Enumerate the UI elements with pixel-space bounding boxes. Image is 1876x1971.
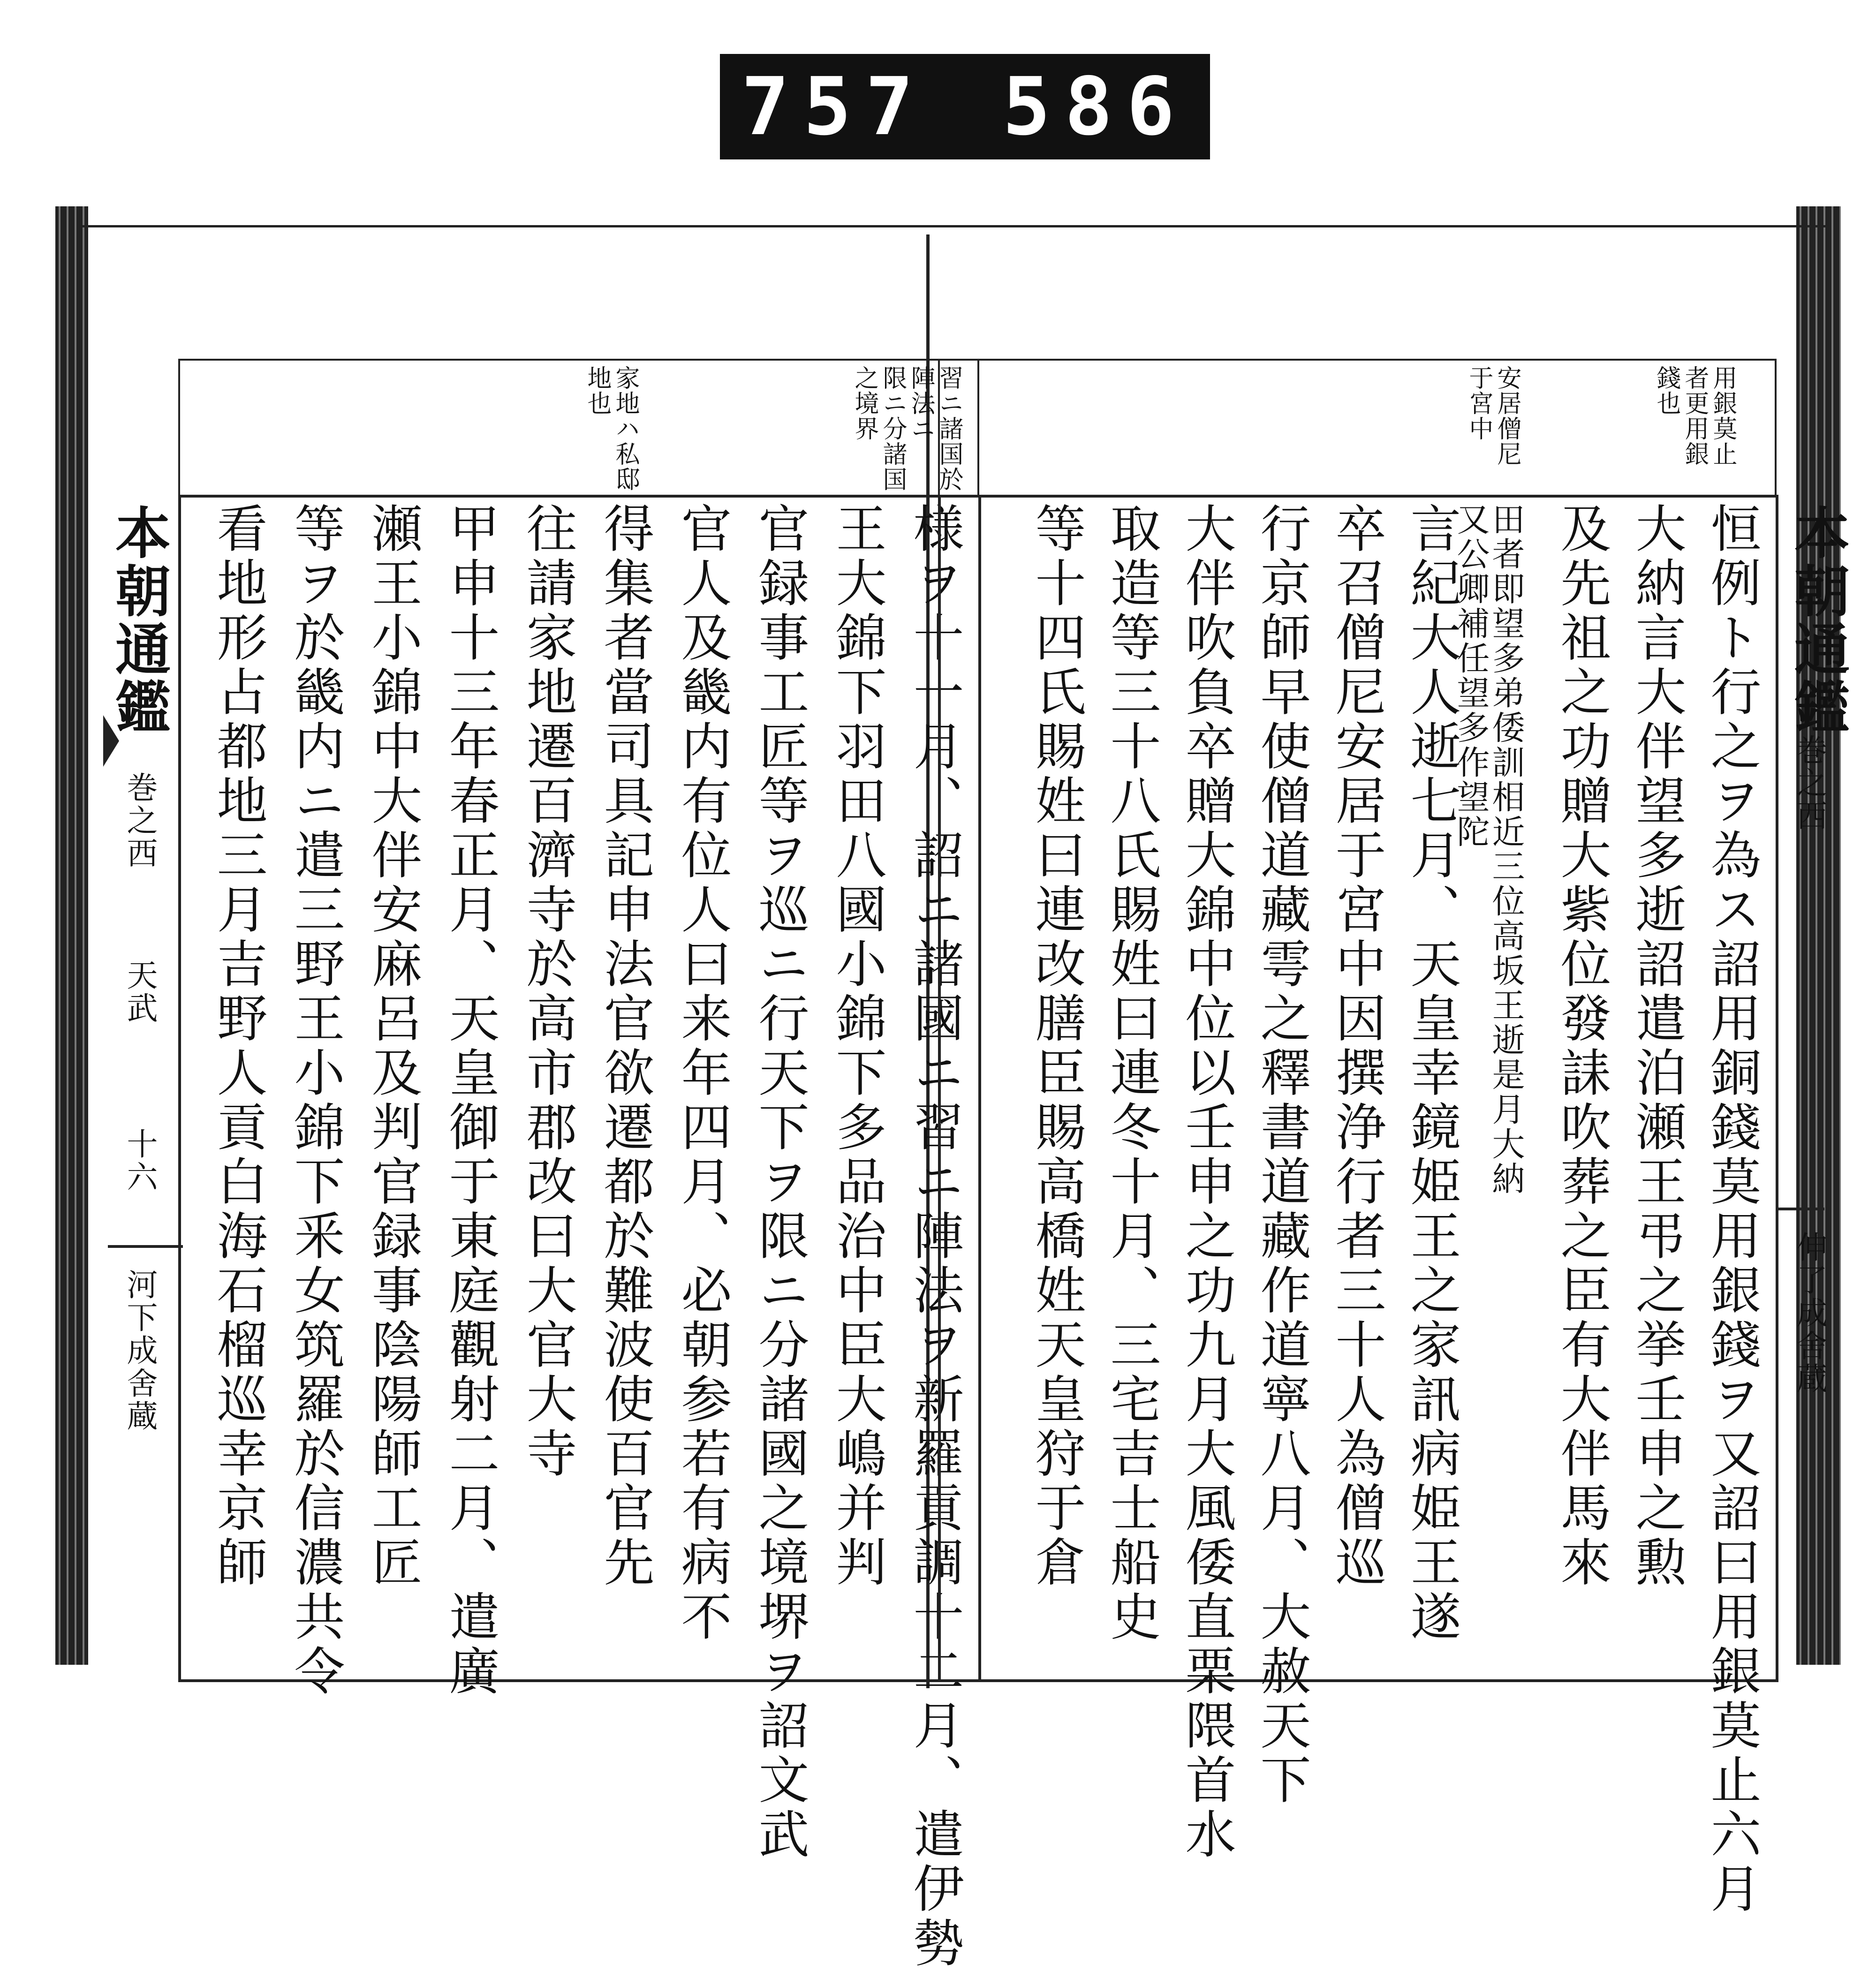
left-margin-rule	[108, 1245, 183, 1248]
left-main-col-4: 官人及畿内有位人曰来年四月、必朝参若有病不	[673, 502, 731, 1645]
right-margin-rule	[1778, 1208, 1824, 1210]
catalogue-number-right: 586	[1002, 60, 1189, 153]
right-main-col-3: 及先祖之功贈大紫位發誄吹葬之臣有大伴馬來	[1552, 502, 1611, 1590]
left-main-col-1: 様ヲ十一月、詔ニ諸國ニ習ニ陣法ヲ新羅貢調十二月、遣伊勢	[905, 502, 963, 1971]
right-main-col-9: 大伴吹負卒贈大錦中位以壬申之功九月大風倭直栗隈首水	[1177, 502, 1235, 1862]
right-gloss-col-1: 用銀莫止	[1709, 365, 1737, 467]
left-margin-volume: 巻之西	[121, 771, 158, 870]
right-main-col-10: 取造等三十八氏賜姓曰連冬十月、三宅吉士船史	[1102, 502, 1160, 1645]
left-gloss-col-3: 限ニ分諸国	[878, 365, 907, 492]
right-main-col-8: 行京師早使僧道藏雩之釋書道藏作道寧八月、大赦天下	[1252, 502, 1310, 1808]
left-gloss-col-6: 地也	[583, 365, 611, 416]
right-page	[938, 227, 1850, 1917]
left-margin-publisher: 河下成舍蔵	[121, 1269, 158, 1433]
right-main-text-frame	[938, 495, 1778, 1917]
right-gloss-col-3: 錢也	[1652, 365, 1680, 416]
left-gloss-col-1: 習ニ諸国於	[935, 365, 963, 492]
right-main-col-2: 大納言大伴望多逝詔遣泊瀬王弔之挙壬申之勲	[1627, 502, 1686, 1590]
left-main-col-2: 王大錦下羽田八國小錦下多品治中臣大嶋并判	[827, 502, 886, 1590]
left-margin-page-number: 十六	[121, 1128, 158, 1193]
right-main-col-11: 等十四氏賜姓曰連改膳臣賜高橋姓天皇狩于倉	[1027, 502, 1085, 1590]
right-headnote-box	[938, 359, 1777, 497]
right-margin-title: 本朝通鑑	[1785, 504, 1850, 737]
left-main-col-7: 甲申十三年春正月、天皇御于東庭觀射二月、遣廣	[440, 502, 499, 1699]
right-main-col-6: 言紀大人逝七月、天皇幸鏡姫王之家訊病姫王遂	[1402, 502, 1460, 1645]
right-main-col-1: 恒例ト行之ヲ為ス詔用銅錢莫用銀錢ヲ又詔曰用銀莫止六月	[1702, 502, 1761, 1917]
right-margin-author: 伸了成舍蔵	[1791, 1231, 1827, 1395]
right-main-col-5: 又公卿補任望多作望陀	[1452, 502, 1490, 849]
left-page	[103, 227, 980, 1971]
right-margin-volume: 巻之西	[1791, 734, 1827, 832]
right-gloss-col-4: 安居僧尼	[1493, 365, 1521, 467]
catalogue-number-label	[720, 54, 1210, 159]
right-main-col-4: 田者即望多弟倭訓相近三位高坂王逝是月大納	[1487, 502, 1525, 1196]
catalogue-number-left: 757	[741, 60, 928, 153]
left-main-col-3: 官録事工匠等ヲ巡ニ行天下ヲ限ニ分諸國之境堺ヲ詔文武	[750, 502, 809, 1862]
left-main-col-8: 瀬王小錦中大伴安麻呂及判官録事陰陽師工匠	[363, 502, 422, 1590]
right-gloss-col-2: 者更用銀	[1680, 365, 1709, 467]
left-main-text-frame	[178, 495, 981, 1971]
right-gloss-col-5: 于宮中	[1465, 365, 1493, 441]
left-headnote-box	[178, 359, 979, 497]
left-margin-title: 本朝通鑑	[106, 504, 171, 737]
left-main-col-9: 等ヲ於畿内ニ遣三野王小錦下釆女筑羅於信濃共令	[286, 502, 344, 1699]
left-main-col-5: 得集者當司具記申法官欲遷都於難波使百官先	[595, 502, 654, 1590]
left-margin-reign: 天武	[121, 959, 158, 1025]
left-main-col-10: 看地形占都地三月吉野人貢白海石榴巡幸京師	[208, 502, 267, 1590]
left-main-col-6: 往請家地遷百濟寺於高市郡改曰大官大寺	[518, 502, 576, 1481]
book-spread	[80, 225, 1850, 1971]
right-main-col-7: 卒召僧尼安居于宮中因撰浄行者三十人為僧巡	[1327, 502, 1385, 1590]
left-gloss-col-2: 陣法ニ	[907, 365, 935, 441]
left-gloss-col-5: 家地ハ私邸	[611, 365, 639, 492]
left-gloss-col-4: 之境界	[850, 365, 878, 441]
